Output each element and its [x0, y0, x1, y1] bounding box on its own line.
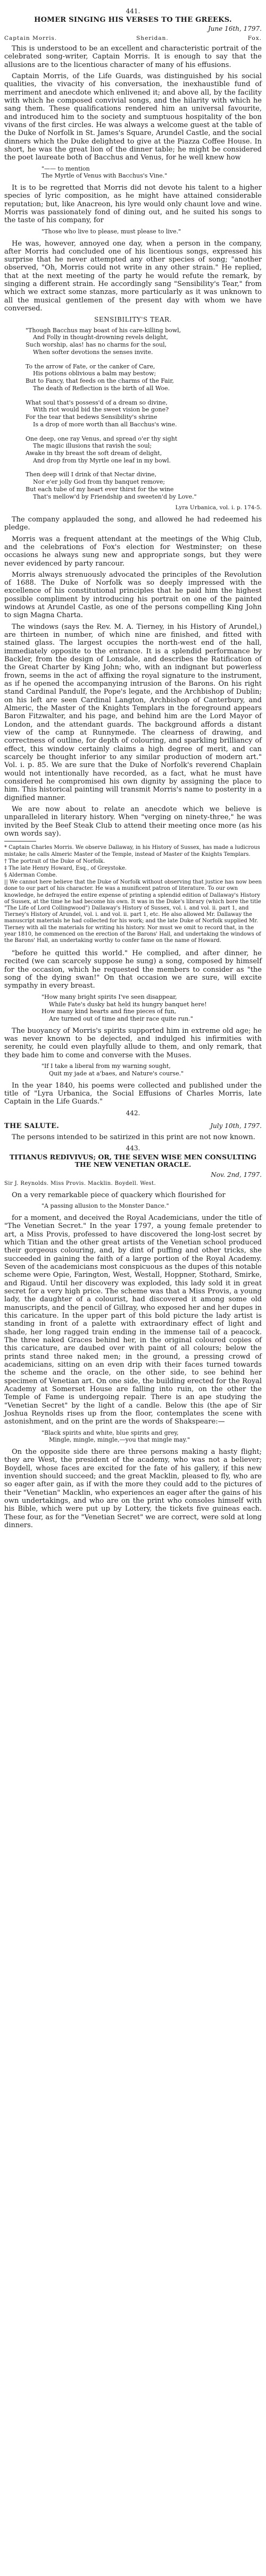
section-date: July 10th, 1797. [210, 1122, 262, 1130]
section-date: June 16th, 1797. [208, 25, 262, 33]
section-number: 443. [126, 1144, 140, 1152]
verse-line: Then deep will I drink of that Nectar divine, [26, 471, 157, 478]
section-title: THE SALUTE. [4, 1122, 60, 1130]
verse-line: "Though Bacchus may boast of his care-killing bowl, [26, 326, 181, 334]
paragraph: We are now about to relate an anecdote which we believe is unparalleled in literary history. When "verging on ninety-three," he was invited by the Beef Steak Club to attend their meeting once more (as his own words say). [4, 805, 262, 838]
song-source: Lyra Urbanica, vol. i. p. 174-5. [175, 504, 262, 511]
verse-line: And drop from thy Myrtle one leaf in my bowl. [33, 457, 171, 464]
cast-list: Sir J. Reynolds. Miss Provis. Macklin. Boydell. West. [4, 1181, 156, 1187]
paragraph: The windows (says the Rev. M. A. Tierney, in his History of Arundel,) are thirteen in number, of which nine are finished, and fitted with stained glass. The largest occupies the north-west end of the hall, immediately opposite to the entrance. It is a splendid performance by Backler, from the design of Lonsdale, and describes the Ratification of the Great Charter by King John; who, with an indignant but powerless frown, seems in the act of affixing the royal signature to the instrument, as if he opened the accompanying intrusion of the Barons. On his right stand Cardinal Pandulf, the Pope's legate, and the Archbishop of Dublin; on his left are seen Cardinal Langton, Archbishop of Canterbury, and Almeric, the Master of the Knights Templars in the foreground appears Baron Fitzwalter, and his page, and behind him are the Lord Mayor of London, and the attendant guards. The background affords a distant view of the camp at Runnymede. The clearness of drawing, and correctness of outline, for depth of colouring, and sparkling brilliancy of effect, this window certainly claims a high degree of merit, and can scarcely be thought inferior to any similar production of modern art." Vol. i. p. 85. We are sure that the Duke of Norfolk's reverend Chaplain would not intentionally have recorded, as a fact, what he must have considered he compromised his own dignity by assigning the place to him. This historical painting will transmit Morris's name to posterity in a dignified manner. [4, 622, 262, 802]
paragraph: This is understood to be an excellent and characteristic portrait of the celebrated song-writer, Captain Morris. It is enough to say that the allusions are to the licentious character of many of his effusions. [4, 45, 262, 69]
section-date: Nov. 2nd, 1797. [211, 1171, 262, 1179]
verse-line: The magic illusions that ravish the soul; [33, 442, 152, 450]
epigraph [4, 228, 262, 235]
verse-line: Are turned out of time and their race quite run." [49, 1015, 193, 1023]
verse-line: While Fate's dusky bat held its hungry banquet here! [49, 1000, 207, 1008]
paragraph: The buoyancy of Morris's spirits supported him in extreme old age; he was never known to be dejected, and indulged his infirmities with serenity, he could even playfully allude to them, and only remark, that they bade him to come and converse with the Muses. [4, 1026, 262, 1059]
paragraph: Captain Morris, of the Life Guards, was distinguished by his social qualities, the vivacity of his conversation, the inexhaustible fund of merriment and anecdote which enlivened it; and above all, by the facility with which he composed convivial songs, and the hilarity with which he sang them. These qualifications rendered him an universal favourite, and introduced him to the society and sumptuous hospitality of the bon vivans of the first circles. He was always a welcome guest at the table of the Duke of Norfolk in St. James's Square, Arundel Castle, and the social dinners which the Duke delighted to give at the Piazza Coffee House. In short, he was the great lion of the dinner table; he might be considered the poet laureate both of Bacchus and Venus, for he well knew how [4, 72, 262, 162]
verse-line: His potions oblivious a balm may bestow; [33, 370, 156, 377]
section-number: 441. [126, 7, 140, 15]
footnote: || We cannot here believe that the Duke of Norfolk without observing that justice has now been done to our part of his character. He was a munificent patron of literature. To our own knowledge, he defrayed the entire expense of printing a splendid edition of Dallaway's History of Sussex, at the time he had become his own. It was in the Duke's library (which bore the title "The Life of Lord Collingwood") Dallaway's History of Sussex, vol. i. and vol. ii. part 1, and Tierney's History of Arundel, vol. i. and vol. ii. part 1, etc. He also allowed Mr. Dallaway the manuscript materials he had collected for his work; and the late Duke of Norfolk supplied Mr. Tierney with all the materials for writing his history. Nor must we omit to record that, in the year 1810, he commenced on the erection of the Barons' Hall, and undertaking the windows of the Barons' Hall, an undertaking worthy to confer fame on the name of Howard. [4, 879, 262, 944]
verse-block [4, 1429, 262, 1444]
verse-line: Nor e'er jolly God from thy banquet remove; [33, 478, 165, 486]
verse-line: "Those who live to please, must please to live." [41, 228, 181, 235]
verse-line: The death of Reflection is the birth of all Woe. [33, 384, 170, 392]
verse-block [4, 994, 262, 1023]
verse-line: How many kind hearts and fine pieces of fun, [41, 1008, 177, 1015]
verse-line: The Myrtle of Venus with Bacchus's Vine." [41, 172, 168, 180]
verse-block [4, 1063, 262, 1077]
paragraph: He was, however, annoyed one day, when a person in the company, after Morris had concluded one of his licentious songs, expressed his surprise that he never attempted any other species of song; "another observed, "Oh, Morris could not write in any other strain." He replied, that at the next meeting of the party he would refute the remark, by singing a different strain. He accordingly sang "Sensibility's Tear," from which we extract some stanzas, more particularly as it was unknown to all the musical gentlemen of the present day with whom we have conversed. [4, 239, 262, 313]
section-title: TITIANUS REDIVIVUS; OR, THE SEVEN WISE MEN CONSULTING THE NEW VENETIAN ORACLE. [9, 1152, 257, 1169]
paragraph: In the year 1840, his poems were collected and published under the title of "Lyra Urbanica, the Social Effusions of Charles Morris, late Captain in the Life Guards." [4, 1081, 262, 1106]
footnote: * Captain Charles Morris. We observe Dallaway, in his History of Sussex, has made a ludicrous mistake; he calls Almeric Master of the Temple, instead of Master of the Knights Templars. [4, 845, 260, 857]
paragraph: Morris was a frequent attendant at the meetings of the Whig Club, and the celebrations of Fox's election for Westminster; on these occasions he always sung new and appropriate songs, but they were never evidenced by party rancour. [4, 535, 262, 568]
song-verse [4, 327, 262, 501]
verse-line: When softer devotions the senses invite. [33, 348, 153, 356]
verse-line: But to Fancy, that feeds on the charms of the Fair, [26, 377, 174, 385]
paragraph: It is to be regretted that Morris did not devote his talent to a higher species of lyric composition, as he might have attained considerable reputation; but, like Anacreon, his lyre would only chaunt love and wine. Morris was passionately fond of dining out, and he suited his songs to the taste of his company, for [4, 184, 262, 225]
footnote: ‡ The late Henry Howard, Esq., of Greystoke. [4, 865, 127, 871]
paragraph: The persons intended to be satirized in this print are not now known. [12, 1133, 255, 1142]
verse-line: That's mellow'd by Friendship and sweeten'd by Love." [33, 493, 197, 500]
verse-line: To the arrow of Fate, or the canker of Care, [26, 363, 155, 370]
verse-line: Is a drop of more worth than all Bacchus's wine. [33, 420, 177, 428]
verse-line: "If I take a liberal from my warning sought, [41, 1063, 171, 1070]
verse-line: For the tear that bedews Sensibility's shrine [26, 414, 157, 421]
verse-line: "Black spirits and white, blue spirits and grey, [41, 1429, 179, 1436]
cast-name: Captain Morris. [4, 35, 57, 41]
epigraph [4, 1202, 262, 1210]
footnotes [4, 845, 262, 944]
verse-line: What soul that's possess'd of a dream so divine, [26, 399, 168, 406]
paragraph: "before he quitted this world." He complied, and after dinner, he recited (we can scarcely suppose he sung) a song, composed by himself for the occasion, which he requested the members to consider as "the song of the dying swan!" On that occasion we are sure, will excite sympathy in every breast. [4, 949, 262, 990]
section-heading [4, 1122, 262, 1130]
song-title: SENSIBILITY'S TEAR. [94, 316, 172, 324]
paragraph: Morris always strenuously advocated the principles of the Revolution of 1688. The Duke of Norfolk was so deeply impressed with the excellence of his constitutional principles that he paid him the highest possible compliment by introducing his portrait on one of the painted windows at Arundel Castle, as one of the persons compelling King John to sign Magna Charta. [4, 570, 262, 620]
verse-line: "—— to mention [41, 165, 90, 172]
cast-name: Fox. [247, 35, 262, 41]
verse-line: With riot would bid the sweet vision be gone? [33, 406, 169, 414]
footnote: § Alderman Combe. [4, 872, 57, 879]
verse-line: "How many bright spirits I've seen disappear, [41, 993, 177, 1000]
verse-line: But each tube of my heart ever thirst for the wine [26, 485, 174, 493]
paragraph: for a moment, and deceived the Royal Academicians, under the title of "The Venetian Secret." In the year 1797, a young female pretender to art, a Miss Provis, professed to have discovered the long-lost secret by which Titian and the other great artists of the Venetian school produced their gorgeous colouring, and, by dint of puffing and other tricks, she succeeded in gaining the faith of a large portion of the Royal Academy. Seven of the academicians most conspicuous as the dupes of this notable scheme were Opie, Farington, West, Westall, Hoppner, Stothard, Smirke, and Rigaud. Until her discovery was exploded, this lady sold it in great secret for a very high price. The scheme was that a Miss Provis, a young lady, the daughter of a colourist, had discovered it among some old manuscripts, and the pencil of Gillray, who exposed her and her dupes in this caricature. In the upper part of this bold picture the lady artist is standing in front of a palette with extraordinary effect of light and shade, her long ragged train ending in the immense tail of a peacock. The three naked Graces behind her, in the original coloured copies of this caricature, are daubed over with paint of all colours; below the prints stand three naked men; in the ground, a pressing crowd of academicians, sitting on an even drip with their faces turned towards the scheme and the oracle, on the other side, to see behind her specimen of Venetian art. On one side, the building erected for the Royal Academy at Somerset House are falling into ruin, on the other the Temple of Fame is undergoing repair. There is an ape studying the "Venetian Secret" by the light of a candle. Below this (the ape of Sir Joshua Reynolds rises up from the floor, contemplates the scene with astonishment, and on the print are the words of Shakspeare:— [4, 1214, 262, 1426]
paragraph: On a very remarkable piece of quackery which flourished for [12, 1191, 226, 1199]
verse-line: One deep, one ray Venus, and spread o'er thy sight [26, 435, 178, 442]
paragraph: The company applauded the song, and allowed he had redeemed his pledge. [4, 515, 262, 532]
section-title: HOMER SINGING HIS VERSES TO THE GREEKS. [34, 16, 232, 24]
footnote: † The portrait of the Duke of Norfolk. [4, 858, 105, 864]
paragraph: On the opposite side there are three persons making a hasty flight; they are West, the president of the academy, who was not a believer; Boydell, whose faces are excited for the fate of his gallery, if this new invention should succeed; and the great Macklin, pleased to fly, who are so eager after gain, as if with the more they could add to the pictures of their "Venetian" Macklin, who experiences an eager after the gains of his own undertakings, and who are on the print who consoles himself with his Bible, which were put up by Lottery, the tickets five guineas each. These four, as for the "Venetian Secret" we are correct, were sold at long dinners. [4, 1448, 262, 1530]
verse-line: Such worship, alas! has no charms for the soul, [26, 341, 167, 349]
verse-line: Quit my jade at a'baes, and Nature's course." [49, 1070, 184, 1077]
cast-list [4, 35, 262, 41]
verse-line: And Folly in thought-drowning revels delight, [33, 334, 168, 341]
verse-line: Awake in thy breast the soft dream of delight, [26, 450, 162, 457]
verse-line: Mingle, mingle, mingle,—you that mingle may." [49, 1436, 190, 1444]
section-number: 442. [126, 1109, 140, 1117]
verse-line: "A passing allusion to the Monster Dance." [41, 1202, 169, 1210]
cast-name: Sheridan. [136, 35, 169, 41]
epigraph [4, 165, 262, 180]
